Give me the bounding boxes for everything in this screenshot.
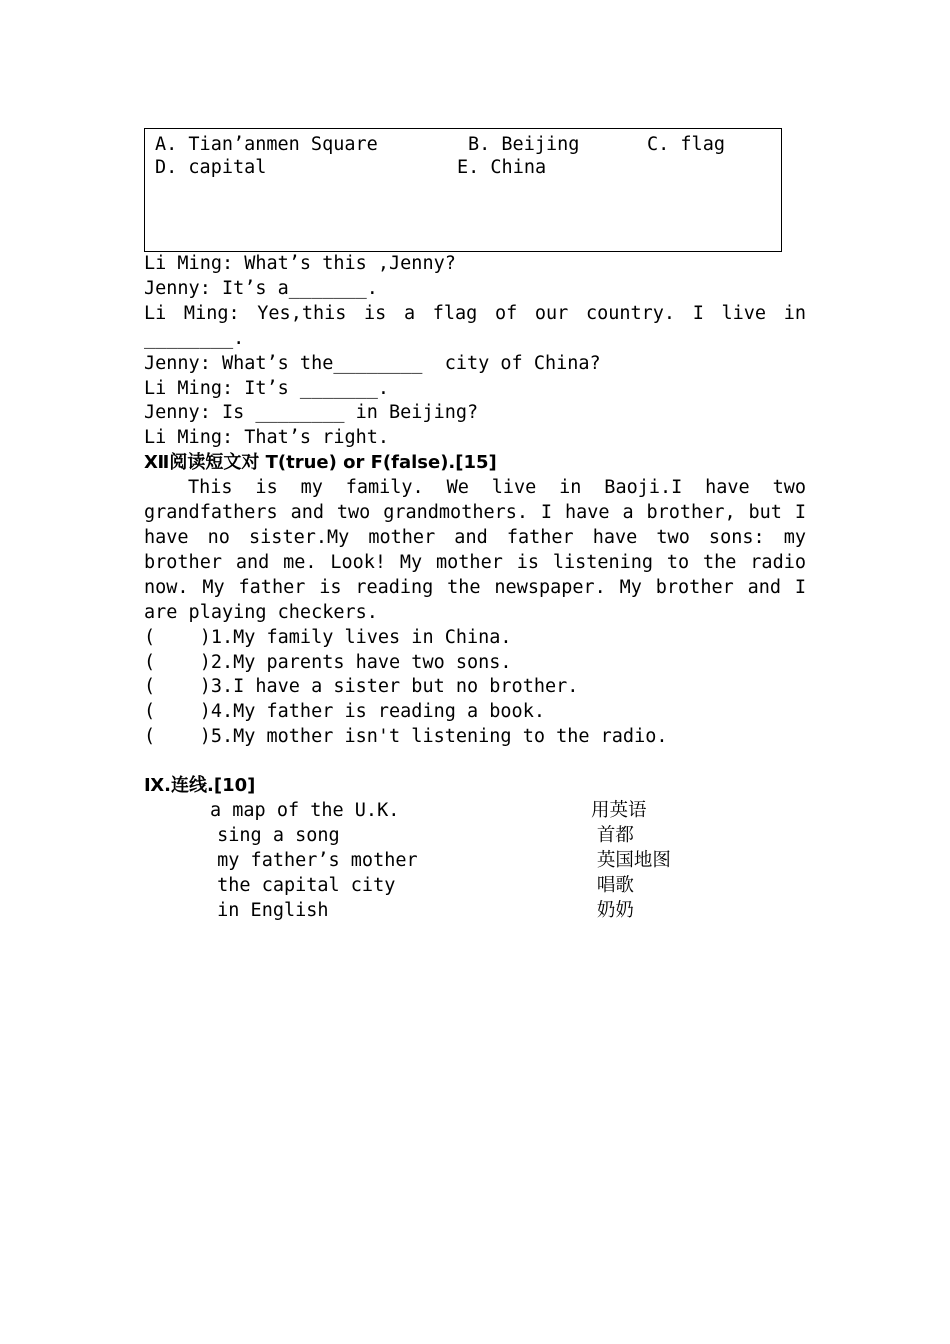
matching-row [144, 824, 806, 849]
chinese-phrase: 英国地图 [591, 849, 671, 871]
word-option-b: B. Beijing [468, 134, 580, 155]
word-bank-row-1 [155, 133, 781, 156]
dialogue-line: Li Ming: It’s _______. [144, 377, 390, 399]
dialogue-line: Jenny: What’s the________ city of China? [144, 352, 601, 374]
passage-line: This is my family. We live in Baoji.I have two [188, 477, 806, 499]
passage-line: now. My father is reading the newspaper. My brother and I [144, 576, 806, 598]
passage-line: grandfathers and two grandmothers. I have a brother, but I [144, 502, 806, 524]
reading-passage [144, 476, 806, 625]
english-phrase: sing a song [206, 824, 340, 846]
dialogue-line: Jenny: Is ________ in Beijing? [144, 402, 479, 424]
passage-line: are playing checkers. [144, 601, 378, 623]
question-item: ( )2.My parents have two sons. [144, 651, 512, 673]
dialogue [144, 252, 806, 451]
matching-row [144, 874, 806, 899]
passage-line: brother and me. Look! My mother is listening to the radio [144, 551, 806, 573]
chinese-phrase: 用英语 [591, 800, 647, 822]
matching-row [144, 899, 806, 924]
question-item: ( )3.I have a sister but no brother. [144, 676, 579, 698]
matching-row [144, 849, 806, 874]
chinese-phrase: 唱歌 [591, 874, 634, 896]
word-option-e: E. China [457, 157, 547, 178]
english-phrase: the capital city [206, 874, 396, 896]
dialogue-line: ________. [144, 327, 245, 349]
true-false-questions [144, 626, 806, 751]
dialogue-line: Li Ming: That’s right. [144, 427, 390, 449]
word-bank-box [144, 128, 782, 252]
english-phrase: a map of the U.K. [210, 800, 400, 822]
dialogue-line: Li Ming: What’s this ,Jenny? [144, 253, 456, 274]
word-option-a: A. Tian’anmen Square [155, 134, 378, 155]
chinese-phrase: 首都 [591, 824, 634, 846]
matching-row [144, 799, 806, 824]
dialogue-line: Li Ming: Yes,this is a flag of our country. I live in [144, 302, 806, 324]
question-item: ( )5.My mother isn't listening to the radio. [144, 726, 668, 748]
word-option-c: C. flag [647, 134, 725, 155]
reading-heading: Ⅻ阅读短文对 T(true) or F(false).[15] [144, 452, 497, 474]
passage-line: have no sister.My mother and father have two sons: my [144, 526, 806, 548]
matching-list [144, 799, 806, 923]
matching-heading: Ⅸ.连线.[10] [144, 775, 256, 797]
question-item: ( )1.My family lives in China. [144, 626, 512, 648]
dialogue-line: Jenny: It’s a_______. [144, 277, 378, 299]
word-option-d: D. capital [155, 157, 267, 178]
chinese-phrase: 奶奶 [591, 899, 634, 921]
word-bank-row-2 [155, 156, 781, 179]
english-phrase: in English [206, 899, 329, 921]
question-item: ( )4.My father is reading a book. [144, 701, 545, 723]
english-phrase: my father’s mother [206, 849, 418, 871]
worksheet [144, 128, 806, 923]
